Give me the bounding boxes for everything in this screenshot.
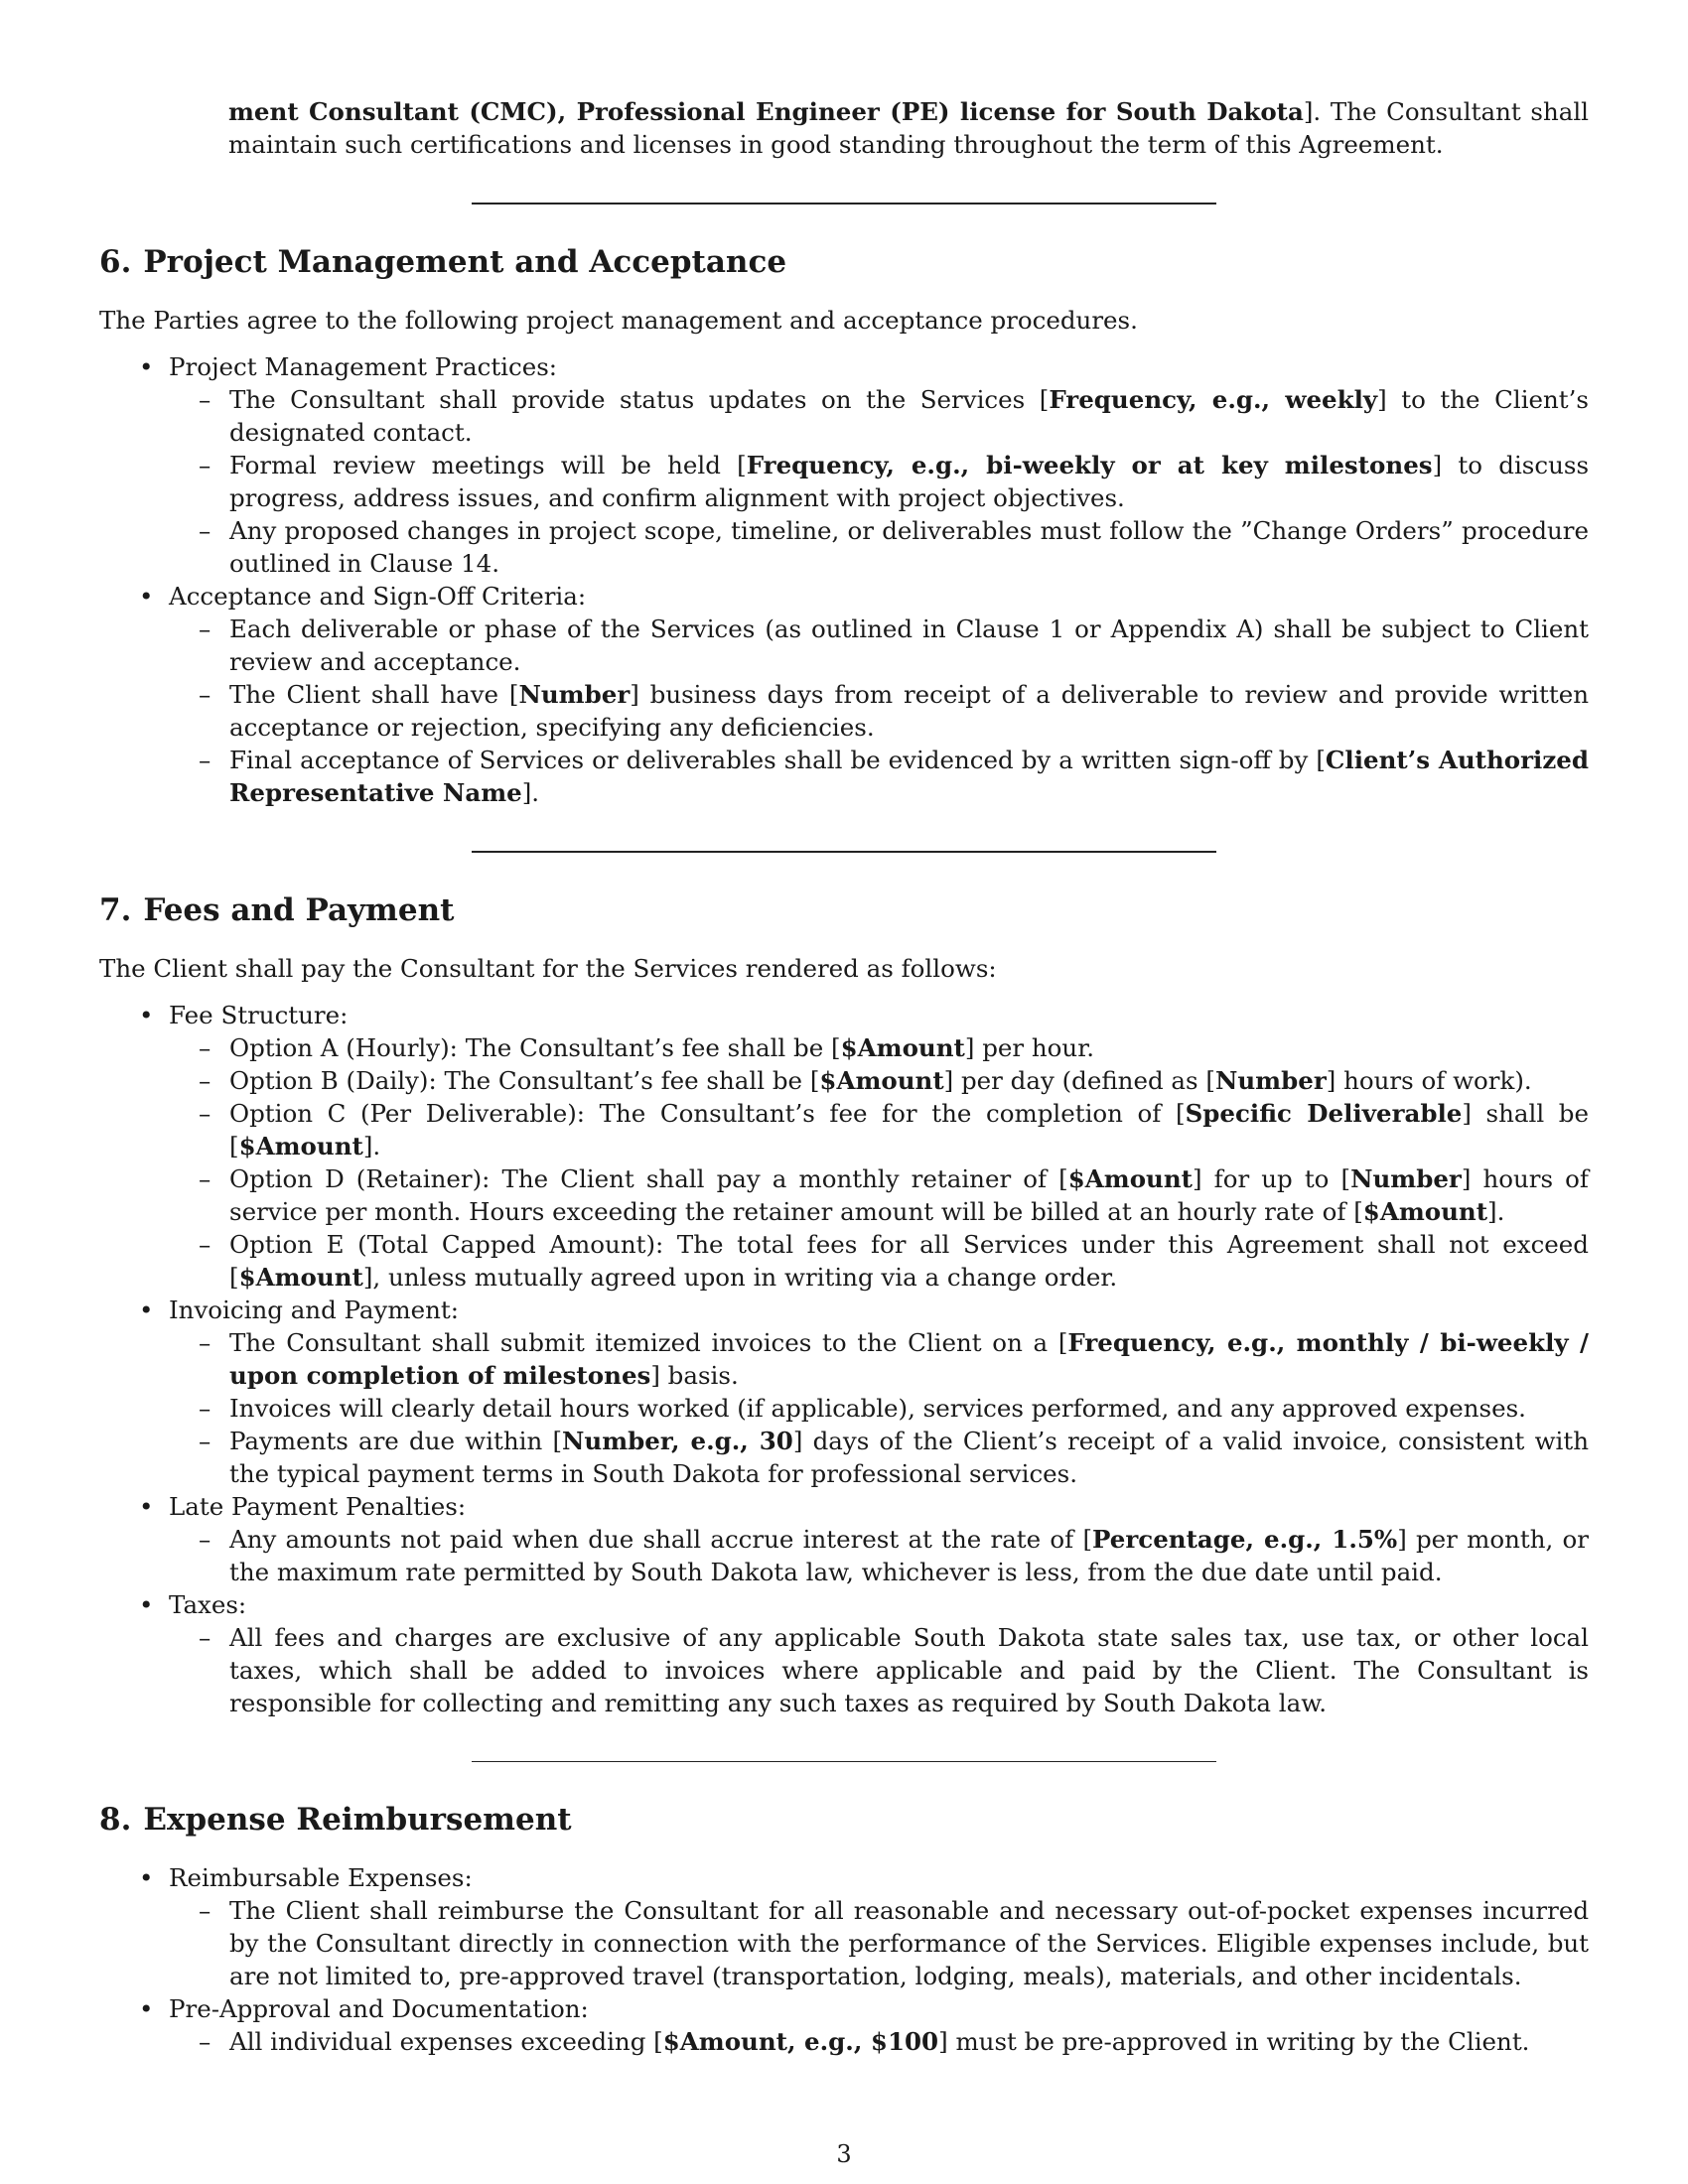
section-number: 7. (99, 892, 132, 928)
intro-rest: ]. The Consultant shall maintain such certifications and licenses in good standing throughout the term of this Agreement. (228, 97, 1590, 159)
sub-list-item: – Option A (Hourly): The Consultant’s fee shall be [$Amount] per hour. (199, 1031, 1589, 1064)
list-item (139, 350, 1589, 580)
section-divider (472, 1761, 1216, 1762)
list-item (139, 1861, 1589, 1992)
section-title: Fees and Payment (143, 892, 455, 928)
sub-list (169, 2025, 1589, 2058)
section-divider (472, 203, 1216, 205)
list-item (139, 999, 1589, 1294)
page-number: 3 (836, 2140, 852, 2168)
list-item-label: Acceptance and Sign-Off Criteria: (169, 582, 587, 611)
list-item (139, 1992, 1589, 2058)
section-title: Project Management and Acceptance (143, 244, 787, 280)
sub-list (169, 1894, 1589, 1992)
list-item-label: Fee Structure: (169, 1001, 349, 1029)
sub-list-item: – Formal review meetings will be held [Frequency, e.g., bi-weekly or at key milestones] to discuss progress, address issues, and confirm alignment with project objectives. (199, 449, 1589, 514)
sub-list-item: – Any amounts not paid when due shall accrue interest at the rate of [Percentage, e.g., 1.5%] per month, or the maximum rate permitted by South Dakota law, whichever is less, from the due date until paid. (199, 1523, 1589, 1588)
section-6-intro: The Parties agree to the following project management and acceptance procedures. (99, 306, 1138, 335)
sub-list-item: – Option C (Per Deliverable): The Consultant’s fee for the completion of [Specific Deliverable] shall be [$Amount]. (199, 1097, 1589, 1162)
sub-list-item: – The Consultant shall submit itemized invoices to the Client on a [Frequency, e.g., monthly / bi-weekly / upon completion of milestones] basis. (199, 1326, 1589, 1392)
sub-list-item: – Payments are due within [Number, e.g., 30] days of the Client’s receipt of a valid invoice, consistent with the typical payment terms in South Dakota for professional services. (199, 1425, 1589, 1490)
list-item (139, 1490, 1589, 1588)
sub-list-item: – Each deliverable or phase of the Services (as outlined in Clause 1 or Appendix A) shall be subject to Client review and acceptance. (199, 613, 1589, 678)
sub-list (169, 1621, 1589, 1719)
list-item-label: Taxes: (169, 1590, 247, 1619)
section-6-list (99, 350, 1589, 809)
sub-list (169, 383, 1589, 580)
list-item (139, 1294, 1589, 1490)
sub-list-item: – Option D (Retainer): The Client shall pay a monthly retainer of [$Amount] for up to [Number] hours of service per month. Hours exceeding the retainer amount will be billed at an hourly rate of [$Amount]. (199, 1162, 1589, 1228)
section-8-heading (99, 1800, 1589, 1840)
list-item-label: Late Payment Penalties: (169, 1492, 467, 1521)
sub-list (169, 1326, 1589, 1490)
intro-bold: ment Consultant (CMC), Professional Engineer (PE) license for South Dakota (228, 97, 1304, 126)
list-item-label: Project Management Practices: (169, 352, 558, 381)
sub-list (169, 1523, 1589, 1588)
section-divider (472, 851, 1216, 853)
sub-list-item: – Option B (Daily): The Consultant’s fee shall be [$Amount] per day (defined as [Number] hours of work). (199, 1064, 1589, 1097)
sub-list-item: – The Client shall reimburse the Consultant for all reasonable and necessary out-of-pocket expenses incurred by the Consultant directly in connection with the performance of the Services. Eligible expenses include, but are not limited to, pre-approved travel (transportation, lodging, meals), materials, and other incidentals. (199, 1894, 1589, 1992)
sub-list-item: – The Client shall have [Number] business days from receipt of a deliverable to review and provide written acceptance or rejection, specifying any deficiencies. (199, 678, 1589, 744)
sub-list (169, 613, 1589, 809)
section-7-heading (99, 890, 1589, 930)
section-title: Expense Reimbursement (143, 1802, 572, 1838)
section-6-heading (99, 242, 1589, 282)
list-item-label: Reimbursable Expenses: (169, 1863, 473, 1892)
list-item-label: Pre-Approval and Documentation: (169, 1994, 589, 2023)
list-item-label: Invoicing and Payment: (169, 1296, 459, 1324)
sub-list-item: – All individual expenses exceeding [$Amount, e.g., $100] must be pre-approved in writing by the Client. (199, 2025, 1589, 2058)
section-number: 6. (99, 244, 132, 280)
section-7-intro: The Client shall pay the Consultant for the Services rendered as follows: (99, 954, 997, 983)
sub-list-item: – Invoices will clearly detail hours worked (if applicable), services performed, and any approved expenses. (199, 1392, 1589, 1425)
sub-list-item: – Any proposed changes in project scope, timeline, or deliverables must follow the ”Change Orders” procedure outlined in Clause 14. (199, 514, 1589, 580)
section-8-list (99, 1861, 1589, 2058)
list-item (139, 580, 1589, 809)
sub-list-item: – Option E (Total Capped Amount): The total fees for all Services under this Agreement shall not exceed [$Amount], unless mutually agreed upon in writing via a change order. (199, 1228, 1589, 1294)
intro-paragraph (228, 95, 1589, 161)
sub-list-item: – The Consultant shall provide status updates on the Services [Frequency, e.g., weekly] to the Client’s designated contact. (199, 383, 1589, 449)
sub-list-item: – All fees and charges are exclusive of any applicable South Dakota state sales tax, use tax, or other local taxes, which shall be added to invoices where applicable and paid by the Client. The Consultant is responsible for collecting and remitting any such taxes as required by South Dakota law. (199, 1621, 1589, 1719)
list-item (139, 1588, 1589, 1719)
sub-list (169, 1031, 1589, 1294)
section-7-list (99, 999, 1589, 1719)
section-number: 8. (99, 1802, 132, 1838)
sub-list-item: – Final acceptance of Services or deliverables shall be evidenced by a written sign-off by [Client’s Authorized Representative Name]. (199, 744, 1589, 809)
document-page (99, 95, 1589, 2058)
